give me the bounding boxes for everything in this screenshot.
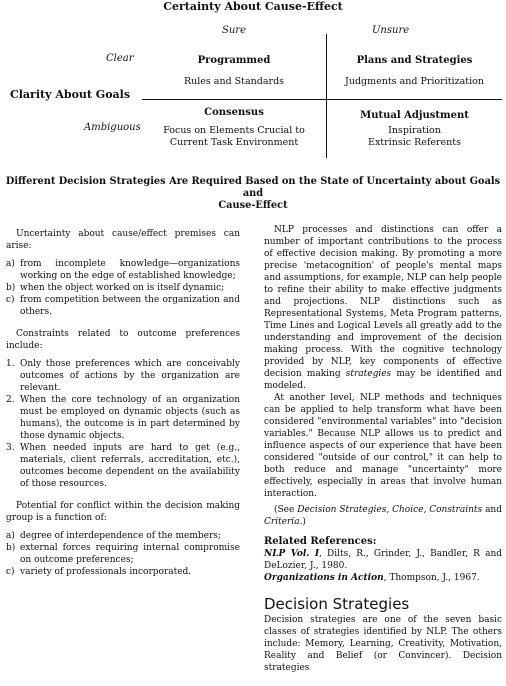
axis-label-goals: Clarity About Goals — [10, 88, 131, 101]
reference-1: NLP Vol. I, Dilts, R., Grinder, J., Bandler, R and DeLozier, J., 1980. — [264, 549, 502, 571]
cell-mutual — [327, 110, 502, 149]
related-references-heading: Related References: — [264, 536, 377, 547]
list-item: a) from incomplete knowledge—organizations working on the edge of established knowledge; — [6, 259, 240, 281]
strategy-matrix — [142, 34, 502, 158]
cell-consensus-line2: Current Task Environment — [169, 137, 299, 148]
cell-mutual-line1: Inspiration — [388, 125, 441, 136]
cell-consensus-title: Consensus — [204, 107, 264, 118]
cell-plans — [327, 55, 502, 88]
left-paragraph-3: Potential for conflict within the decision making group is a function of: — [6, 501, 240, 523]
cell-mutual-title: Mutual Adjustment — [360, 110, 469, 121]
right-paragraph-2: At another level, NLP methods and techniques can be applied to help transform what have been considered "environmental variables" into "decision variables." Because NLP allows us to predict and influence aspects of our experience that have been considered "outside of our control," it can help to both reduce and manage "uncertainty" more effectively, especially in areas that involve human interaction. — [264, 393, 502, 499]
row-label-clear: Clear — [106, 53, 134, 64]
matrix-horizontal-divider — [142, 99, 502, 100]
cell-plans-body: Judgments and Prioritization — [345, 76, 484, 87]
reference-2: Organizations in Action, Thompson, J., 1967. — [264, 573, 480, 583]
figure-title: Certainty About Cause-Effect — [163, 0, 343, 13]
list-item: c) variety of professionals incorporated. — [6, 567, 192, 577]
column-header-unsure: Unsure — [372, 25, 410, 36]
left-paragraph-2: Constraints related to outcome preferences include: — [6, 329, 240, 351]
cell-programmed-title: Programmed — [197, 55, 271, 66]
left-paragraph-1: Uncertainty about cause/effect premises can arise: — [6, 229, 240, 251]
section-title: Decision Strategies — [264, 595, 410, 613]
cell-mutual-line2: Extrinsic Referents — [368, 137, 461, 148]
caption-line2: Cause-Effect — [218, 200, 288, 211]
list-item: b) when the object worked on is itself dynamic; — [6, 283, 225, 293]
list-item: c) from competition between the organization and others. — [6, 295, 240, 317]
list-item: 2. When the core technology of an organization must be employed on dynamic objects (such as humans), the outcome is in part determined by those dynamic objects. — [6, 395, 240, 441]
list-item: 1. Only those preferences which are conceivably outcomes of actions by the organization are relevant. — [6, 359, 240, 393]
see-also: (See Decision Strategies, Choice, Constraints and Criteria.) — [264, 505, 502, 527]
list-item: b) external forces requiring internal compromise on outcome preferences; — [6, 543, 240, 565]
cell-plans-title: Plans and Strategies — [356, 55, 473, 66]
caption-line1: Different Decision Strategies Are Required Based on the State of Uncertainty about Goals and — [5, 176, 501, 199]
right-column — [264, 224, 502, 674]
cell-programmed — [142, 55, 326, 88]
list-item: 3. When needed inputs are hard to get (e.g., materials, client referrals, accreditation, etc.), outcomes become dependent on the availability of those resources. — [6, 443, 240, 489]
cell-programmed-body: Rules and Standards — [183, 76, 285, 87]
column-header-sure: Sure — [222, 25, 246, 36]
left-column — [6, 228, 240, 578]
right-paragraph-1: NLP processes and distinctions can offer a number of important contributions to the process of effective decision making. By promoting a more precise 'metacognition' of people's mental maps and assumptions, for example, NLP can help people to refine their ability to make effective judgments and projections. NLP distinctions such as Representational Systems, Meta Program patterns, Time Lines and Logical Levels all greatly add to the understanding and improvement of the decision making process. With the cognitive technology provided by NLP, key components of effective decision making strategies may be identified and modeled. — [264, 225, 502, 391]
cell-consensus — [142, 107, 326, 149]
cell-consensus-line1: Focus on Elements Crucial to — [163, 125, 305, 136]
row-label-ambiguous: Ambiguous — [84, 122, 141, 133]
figure-caption — [0, 176, 506, 212]
list-item: a) degree of interdependence of the members; — [6, 531, 221, 541]
section-body: Decision strategies are one of the seven basic classes of strategies identified by NLP. The others include: Memory, Learning, Creativity, Motivation, Reality and Belief (or Convincer). Decision strategies — [264, 615, 502, 673]
